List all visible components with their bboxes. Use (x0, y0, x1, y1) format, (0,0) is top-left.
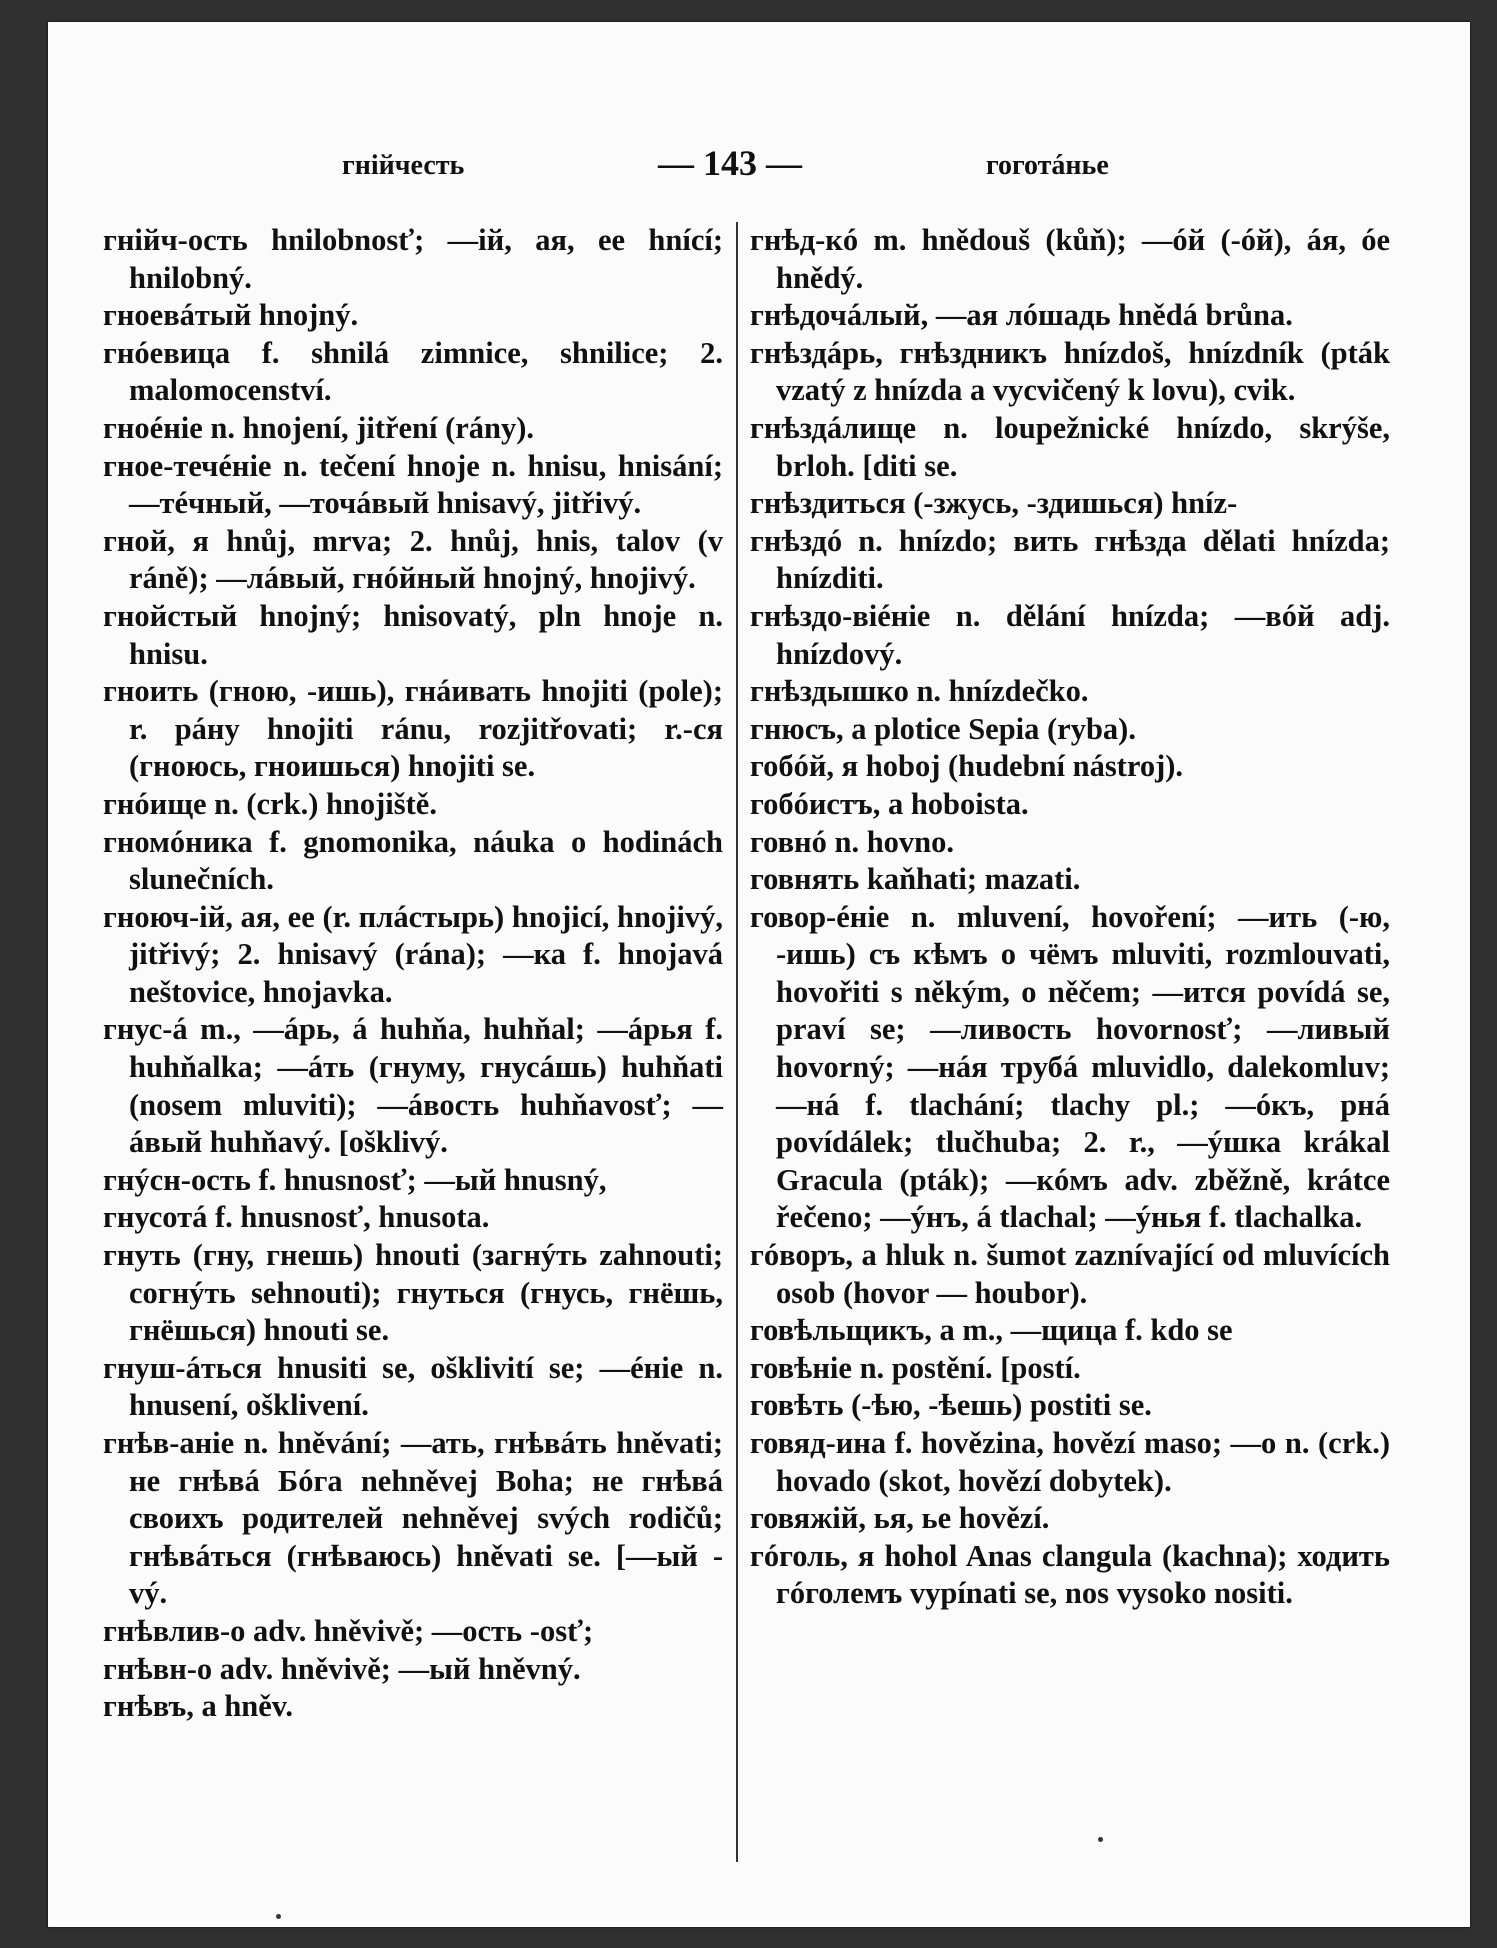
entry: гноéніе n. hnojení, jitření (rány). (103, 410, 535, 445)
entry: гнýсн-ость f. hnusnosť; —ый hnusný, (103, 1162, 607, 1197)
entry: гóворъ, а hluk n. šumot zaznívající od mluvících osob (hovor — houbor). (750, 1238, 1390, 1310)
entry: гнѣздó n. hnízdo; вить гнѣзда dělati hnízda; hnízditi. (750, 523, 1390, 596)
entry: гноюч-ій, ая, ее (r. плáстырь) hnojicí, hnojivý, jitřivý; 2. hnisavý (rána); —ка f. hnojavá neštovice, hnojavka. (103, 899, 723, 1009)
entry: гнусотá f. hnusnosť, hnusota. (103, 1200, 490, 1235)
entry: гóголь, я hohol Anas clangula (kachna); ходить гóголемъ vypínati se, nos vysoko nositi. (750, 1538, 1390, 1611)
page-number: — 143 — (658, 143, 802, 183)
entry: гнойстый hnojný; hnisovatý, pln hnoje n. hnisu. (103, 598, 723, 671)
entry: гноевáтый hnojný. (103, 298, 359, 333)
entry: говяжій, ья, ье hovězí. (750, 1501, 1050, 1536)
entry: гнѣдочáлый, —ая лóшадь hnědá brůna. (750, 298, 1293, 333)
entry: гнюсъ, а plotice Sepia (ryba). (750, 711, 1136, 746)
column-divider (736, 222, 738, 1862)
entry: гноить (гною, -ишь), гнáивать hnojiti (pole); r. рáну hnojiti ránu, rozjitřovati; r.-ся (гноюсь, гноишься) hnojiti se. (103, 674, 723, 784)
entry: гнуть (гну, гнешь) hnouti (загнýть zahnouti; согнýть sehnouti); гнуться (гнусь, гнёшь, гнёшься) hnouti se. (103, 1238, 723, 1348)
header-left-guide-word: гнійчесть (342, 150, 465, 181)
entry: говяд-ина f. hovězina, hovězí maso; —о n. (crk.) hovado (skot, hovězí dobytek). (750, 1426, 1390, 1498)
entry: гнѣздáлище n. loupežnické hnízdo, skrýše, brloh. [diti se. (750, 410, 1390, 483)
right-column (750, 222, 1390, 1613)
entry: гобóистъ, а hoboista. (750, 786, 1029, 821)
entry: гнѣздышко n. hnízdečko. (750, 674, 1089, 709)
entry: гнѣздиться (-зжусь, -здишься) hníz- (750, 486, 1238, 521)
entry: гнійч-ость hnilobnosť; —ій, ая, ее hnící; hnilobný. (103, 223, 723, 295)
dictionary-page (48, 22, 1470, 1927)
entry: говѣть (-ѣю, -ѣешь) postiti se. (750, 1388, 1152, 1423)
entry: гной, я hnůj, mrva; 2. hnůj, hnis, talov (v ráně); —лáвый, гнóйный hnojný, hnojivý. (103, 523, 723, 596)
entry: гнѣздо-віéніе n. dělání hnízda; —вóй adj. hnízdový. (750, 598, 1390, 671)
entry: гнѣвлив-о adv. hněvivě; —ость -osť; (103, 1613, 594, 1648)
print-speck (276, 1914, 281, 1919)
entry: гномóника f. gnomonika, náuka o hodinách slunečních. (103, 824, 723, 897)
entry: гнус-á m., —áрь, á huhňa, huhňal; —áрья f. huhňalka; —áть (гнуму, гнусáшь) huhňati (nosem mluviti); —áвость huhňavosť; —áвый huhňavý. [ošklivý. (103, 1012, 723, 1160)
entry: гнѣв-аніе n. hněvání; —ать, гнѣвáть hněvati; не гнѣвá Бóга nehněvej Boha; не гнѣвá своихъ родителей nehněvej svých rodičů; гнѣвáться (гнѣваюсь) hněvati se. [—ый -vý. (103, 1426, 723, 1611)
page-header (48, 142, 1470, 192)
entry: говѣніе n. postění. [postí. (750, 1350, 1081, 1385)
entry: говнó n. hovno. (750, 824, 955, 859)
entry: говор-éніе n. mluvení, hovoření; —ить (-ю, -ишь) съ кѣмъ о чёмъ mluviti, rozmlouvati, hovořiti s někým, o něčem; —ится povídá se, praví se; —ливость hovornosť; —ливый hovorný; —нáя трубá mluvidlo, dalekomluv; —нá f. tlachání; tlachy pl.; —óкъ, рнá povídálek; tlučhuba; 2. r., —ýшка krákal Gracula (pták); —кóмъ adv. zběžně, krátce řečeno; —ýнъ, á tlachal; —ýнья f. tlachalka. (750, 899, 1390, 1235)
entry: гнуш-áться hnusiti se, ošklivití se; —éніе n. hnusení, ošklivení. (103, 1350, 723, 1423)
entry: гнóище n. (crk.) hnojiště. (103, 786, 437, 821)
entry: гнóевица f. shnilá zimnice, shnilice; 2. malomocenství. (103, 335, 723, 408)
entry: говнять kaňhati; mazati. (750, 862, 1081, 897)
entry: гнѣд-кó m. hnědouš (kůň); —óй (-óй), áя, óе hnědý. (750, 223, 1390, 295)
entry: гнѣвн-о adv. hněvivě; —ый hněvný. (103, 1651, 581, 1686)
entry: гнѣвъ, а hněv. (103, 1689, 293, 1724)
print-speck (1098, 1837, 1103, 1842)
entry: гобóй, я hoboj (hudební nástroj). (750, 749, 1184, 784)
header-right-guide-word: гоготáнье (986, 150, 1109, 181)
left-column (103, 222, 723, 1726)
entry: гнѣздáрь, гнѣздникъ hnízdoš, hnízdník (pták vzatý z hnízda a vycvičený k lovu), cvik. (750, 335, 1390, 408)
entry: гное-течéніе n. tečení hnoje n. hnisu, hnisání; —тéчный, —точáвый hnisavý, jitřivý. (103, 448, 723, 521)
entry: говѣльщикъ, а m., —щица f. kdo se (750, 1313, 1233, 1348)
